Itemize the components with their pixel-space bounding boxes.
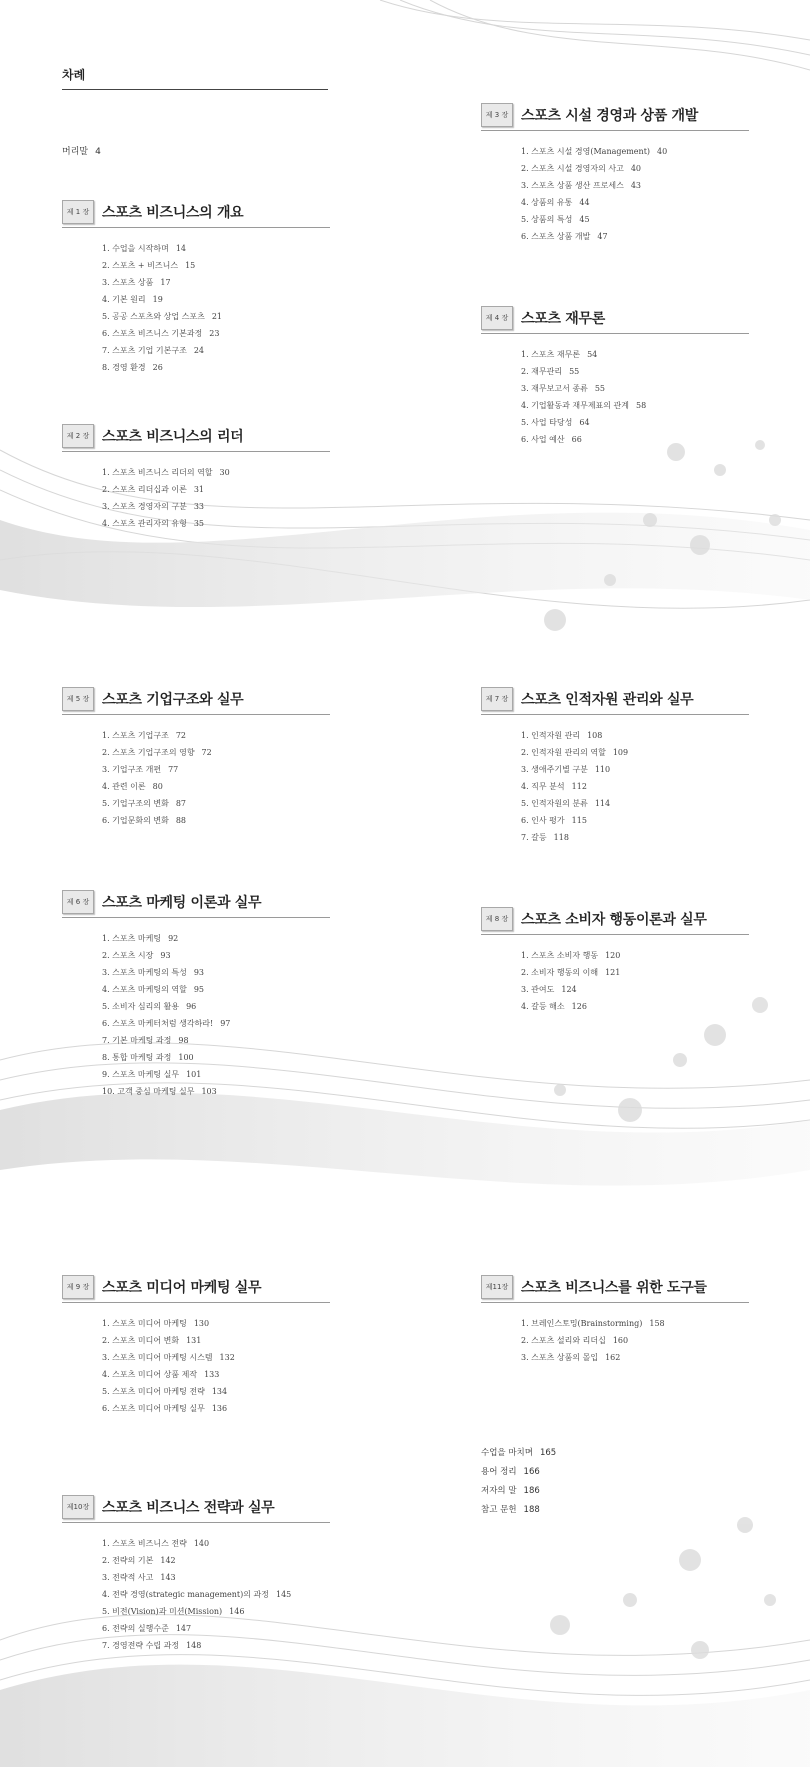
section-page: 131 <box>186 1336 202 1345</box>
section-page: 40 <box>657 147 668 156</box>
section-entry[interactable] <box>521 829 749 846</box>
preface-page: 4 <box>95 147 101 157</box>
chapter-5 <box>62 684 330 829</box>
section-title: 2. 스포츠 설리와 리더십 <box>521 1336 606 1345</box>
section-title: 4. 스포츠 관리자의 유형 <box>102 519 187 528</box>
chapter-10 <box>62 1492 330 1654</box>
section-page: 92 <box>168 934 179 943</box>
section-entry[interactable] <box>102 1535 330 1552</box>
section-page: 136 <box>211 1404 228 1413</box>
section-page: 97 <box>220 1019 231 1028</box>
chapter-number-badge: 제 1 장 <box>62 200 94 224</box>
section-entry[interactable] <box>521 143 749 160</box>
section-page: 96 <box>186 1002 197 1011</box>
section-page: 19 <box>152 295 163 304</box>
section-entry[interactable] <box>102 1603 330 1620</box>
section-entry[interactable] <box>102 325 330 342</box>
section-entry[interactable] <box>102 778 330 795</box>
section-page: 58 <box>636 401 647 410</box>
section-entry[interactable] <box>102 464 330 481</box>
section-entry[interactable] <box>102 257 330 274</box>
back-matter-label: 용어 정리 <box>481 1467 517 1477</box>
section-entry[interactable] <box>102 274 330 291</box>
section-entry[interactable] <box>521 160 749 177</box>
back-matter-label: 수업을 마치며 <box>481 1448 533 1458</box>
section-entry[interactable] <box>521 744 749 761</box>
section-entry[interactable] <box>102 515 330 532</box>
section-page: 124 <box>561 985 577 994</box>
chapter-2 <box>62 421 330 532</box>
section-entry[interactable] <box>521 397 749 414</box>
section-entry[interactable] <box>102 812 330 829</box>
chapter-title: 스포츠 비즈니스 전략과 실무 <box>102 1500 275 1516</box>
section-title: 3. 기업구조 개편 <box>102 765 162 774</box>
section-entry[interactable] <box>102 727 330 744</box>
section-entry[interactable] <box>521 346 749 363</box>
section-entry[interactable] <box>521 795 749 812</box>
section-page: 31 <box>193 485 205 494</box>
section-title: 5. 인적자원의 분류 <box>521 799 588 808</box>
section-title: 1. 스포츠 미디어 마케팅 <box>102 1319 187 1328</box>
section-title: 4. 직무 분석 <box>521 782 565 791</box>
section-page: 143 <box>160 1573 176 1582</box>
section-entry[interactable] <box>521 1349 749 1366</box>
back-matter-page: 188 <box>523 1505 540 1515</box>
section-title: 6. 전략의 실행수준 <box>102 1624 169 1633</box>
section-page: 108 <box>587 731 603 740</box>
chapter-section-list <box>521 346 749 448</box>
chapter-section-list <box>521 143 749 245</box>
section-title: 2. 소비자 행동의 이해 <box>521 968 599 977</box>
section-entry[interactable] <box>102 481 330 498</box>
section-entry[interactable] <box>102 1349 330 1366</box>
chapter-11 <box>481 1272 749 1366</box>
section-title: 3. 스포츠 경영자의 구분 <box>102 502 187 511</box>
section-title: 1. 스포츠 비즈니스 리더의 역할 <box>102 468 213 477</box>
section-title: 4. 상품의 유통 <box>521 198 573 207</box>
section-entry[interactable] <box>102 1015 330 1032</box>
chapter-section-list <box>102 1535 330 1654</box>
section-entry[interactable] <box>102 1552 330 1569</box>
chapter-6 <box>62 887 330 1100</box>
section-title: 2. 전략의 기본 <box>102 1556 154 1565</box>
chapter-title: 스포츠 소비자 행동이론과 실무 <box>521 912 707 928</box>
section-page: 93 <box>160 951 171 960</box>
section-page: 120 <box>605 951 621 960</box>
chapter-section-list <box>102 1315 330 1417</box>
section-entry[interactable] <box>521 177 749 194</box>
section-page: 23 <box>209 329 220 338</box>
chapter-title: 스포츠 시설 경영과 상품 개발 <box>521 108 698 124</box>
section-entry[interactable] <box>102 1315 330 1332</box>
chapter-title: 스포츠 비즈니스를 위한 도구들 <box>521 1280 707 1296</box>
section-entry[interactable] <box>521 947 749 964</box>
section-title: 6. 스포츠 상품 개발 <box>521 232 591 241</box>
section-title: 3. 생애주기별 구분 <box>521 765 588 774</box>
section-title: 3. 전략적 사고 <box>102 1573 154 1582</box>
section-title: 3. 스포츠 미디어 마케팅 시스템 <box>102 1353 213 1362</box>
section-title: 1. 스포츠 기업구조 <box>102 731 169 740</box>
section-title: 4. 기업활동과 재무제표의 관계 <box>521 401 629 410</box>
section-title: 4. 스포츠 미디어 상품 제작 <box>102 1370 198 1379</box>
section-entry[interactable] <box>102 1586 330 1603</box>
chapter-title: 스포츠 인적자원 관리와 실무 <box>521 692 694 708</box>
section-title: 3. 스포츠 상품 생산 프로세스 <box>521 181 624 190</box>
section-title: 3. 스포츠 상품의 몰입 <box>521 1353 599 1362</box>
section-title: 2. 재무관리 <box>521 367 563 376</box>
section-entry[interactable] <box>521 778 749 795</box>
back-matter-page: 166 <box>523 1467 540 1477</box>
section-title: 1. 스포츠 비즈니스 전략 <box>102 1539 187 1548</box>
section-entry[interactable] <box>102 359 330 376</box>
chapter-header[interactable] <box>62 421 330 452</box>
section-page: 132 <box>219 1353 235 1362</box>
chapter-section-list <box>102 727 330 829</box>
chapter-section-list <box>102 464 330 532</box>
chapter-number-badge: 제 4 장 <box>481 306 513 330</box>
section-entry[interactable] <box>102 1083 330 1100</box>
section-entry[interactable] <box>102 342 330 359</box>
chapter-section-list <box>102 240 330 376</box>
section-entry[interactable] <box>102 761 330 778</box>
chapter-header[interactable] <box>481 303 749 334</box>
section-title: 10. 고객 중심 마케팅 실무 <box>102 1087 195 1096</box>
section-page: 101 <box>186 1070 202 1079</box>
section-title: 6. 스포츠 마케터처럼 생각하라! <box>102 1019 214 1028</box>
section-page: 110 <box>594 765 611 774</box>
section-page: 148 <box>186 1641 202 1650</box>
chapter-header[interactable] <box>62 887 330 918</box>
section-title: 9. 스포츠 마케팅 실무 <box>102 1070 180 1079</box>
section-page: 115 <box>571 816 587 825</box>
section-page: 26 <box>152 363 163 372</box>
section-entry[interactable] <box>102 1383 330 1400</box>
page-title: 차례 <box>62 66 328 90</box>
section-page: 72 <box>201 748 212 757</box>
chapter-3 <box>481 100 749 245</box>
section-title: 8. 경영 환경 <box>102 363 146 372</box>
chapter-header[interactable] <box>481 904 749 935</box>
chapter-number-badge: 제 9 장 <box>62 1275 94 1299</box>
section-title: 6. 스포츠 미디어 마케팅 실무 <box>102 1404 205 1413</box>
back-matter-entry[interactable] <box>481 1501 556 1520</box>
section-title: 5. 스포츠 미디어 마케팅 전략 <box>102 1387 205 1396</box>
back-matter-label: 참고 문헌 <box>481 1505 517 1515</box>
section-entry[interactable] <box>102 1066 330 1083</box>
chapter-section-list <box>521 727 749 846</box>
section-page: 64 <box>579 418 590 427</box>
section-entry[interactable] <box>102 1366 330 1383</box>
section-page: 118 <box>553 833 569 842</box>
section-entry[interactable] <box>102 1400 330 1417</box>
section-page: 145 <box>276 1590 292 1599</box>
section-page: 98 <box>178 1036 189 1045</box>
back-matter-page: 165 <box>539 1448 557 1458</box>
section-entry[interactable] <box>102 795 330 812</box>
section-title: 3. 관여도 <box>521 985 555 994</box>
chapter-number-badge: 제 5 장 <box>62 687 94 711</box>
section-title: 1. 스포츠 시설 경영(Management) <box>521 147 651 156</box>
section-page: 33 <box>193 502 205 511</box>
section-page: 17 <box>160 278 171 287</box>
chapter-number-badge: 제 6 장 <box>62 890 94 914</box>
section-title: 7. 기본 마케팅 과정 <box>102 1036 172 1045</box>
section-title: 1. 브레인스토밍(Brainstorming) <box>521 1319 643 1328</box>
section-entry[interactable] <box>521 380 749 397</box>
section-title: 5. 공공 스포츠와 상업 스포츠 <box>102 312 205 321</box>
section-page: 109 <box>612 748 629 757</box>
section-entry[interactable] <box>521 727 749 744</box>
section-title: 8. 통합 마케팅 과정 <box>102 1053 172 1062</box>
section-title: 2. 스포츠 리더십과 이론 <box>102 485 187 494</box>
section-entry[interactable] <box>102 1569 330 1586</box>
chapter-number-badge: 제11장 <box>481 1275 513 1299</box>
section-entry[interactable] <box>521 998 749 1015</box>
back-matter-entry[interactable] <box>481 1482 556 1501</box>
section-title: 1. 인적자원 관리 <box>521 731 581 740</box>
section-entry[interactable] <box>521 211 749 228</box>
section-entry[interactable] <box>521 1332 749 1349</box>
section-page: 14 <box>175 244 187 253</box>
section-page: 87 <box>175 799 187 808</box>
chapter-title: 스포츠 비즈니스의 리더 <box>102 429 244 445</box>
section-page: 130 <box>193 1319 210 1328</box>
section-page: 140 <box>193 1539 210 1548</box>
section-title: 4. 관련 이론 <box>102 782 146 791</box>
section-entry[interactable] <box>102 1620 330 1637</box>
section-title: 2. 스포츠 + 비즈니스 <box>102 261 179 270</box>
section-page: 30 <box>219 468 230 477</box>
back-matter-list <box>481 1444 556 1520</box>
chapter-9 <box>62 1272 330 1417</box>
section-title: 5. 소비자 심리의 활용 <box>102 1002 180 1011</box>
section-entry[interactable] <box>521 964 749 981</box>
section-title: 7. 경영전략 수립 과정 <box>102 1641 180 1650</box>
chapter-number-badge: 제 3 장 <box>481 103 513 127</box>
chapter-4 <box>481 303 749 448</box>
back-matter-entry[interactable] <box>481 1444 556 1463</box>
section-entry[interactable] <box>102 240 330 257</box>
section-page: 95 <box>193 985 205 994</box>
section-entry[interactable] <box>521 431 749 448</box>
section-title: 1. 스포츠 마케팅 <box>102 934 162 943</box>
section-page: 162 <box>605 1353 621 1362</box>
section-title: 3. 스포츠 마케팅의 특성 <box>102 968 187 977</box>
chapter-header[interactable] <box>62 684 330 715</box>
section-entry[interactable] <box>102 1049 330 1066</box>
section-title: 4. 기본 원리 <box>102 295 146 304</box>
section-page: 72 <box>175 731 187 740</box>
section-page: 45 <box>579 215 590 224</box>
chapter-section-list <box>521 947 749 1015</box>
section-title: 6. 기업문화의 변화 <box>102 816 169 825</box>
chapter-title: 스포츠 마케팅 이론과 실무 <box>102 895 262 911</box>
section-title: 2. 스포츠 시장 <box>102 951 154 960</box>
section-entry[interactable] <box>521 981 749 998</box>
section-page: 93 <box>193 968 205 977</box>
section-title: 4. 전략 경영(strategic management)의 과정 <box>102 1590 269 1599</box>
section-entry[interactable] <box>521 812 749 829</box>
chapter-title: 스포츠 기업구조와 실무 <box>102 692 244 708</box>
chapter-header[interactable] <box>62 1272 330 1303</box>
chapter-header[interactable] <box>62 197 330 228</box>
chapter-title: 스포츠 비즈니스의 개요 <box>102 205 244 221</box>
section-entry[interactable] <box>102 981 330 998</box>
section-entry[interactable] <box>102 947 330 964</box>
section-page: 47 <box>597 232 608 241</box>
chapter-header[interactable] <box>481 100 749 131</box>
chapter-number-badge: 제 8 장 <box>481 907 513 931</box>
section-entry[interactable] <box>102 744 330 761</box>
chapter-section-list <box>521 1315 749 1366</box>
section-title: 1. 수업을 시작하며 <box>102 244 169 253</box>
section-title: 6. 인사 평가 <box>521 816 565 825</box>
section-title: 2. 스포츠 기업구조의 영향 <box>102 748 195 757</box>
chapter-1 <box>62 197 330 376</box>
section-page: 55 <box>569 367 580 376</box>
section-page: 142 <box>160 1556 176 1565</box>
section-title: 3. 스포츠 상품 <box>102 278 154 287</box>
section-entry[interactable] <box>521 228 749 245</box>
section-page: 43 <box>630 181 641 190</box>
section-page: 35 <box>193 519 205 528</box>
section-entry[interactable] <box>521 761 749 778</box>
section-entry[interactable] <box>102 1032 330 1049</box>
section-entry[interactable] <box>102 308 330 325</box>
section-title: 4. 갈등 해소 <box>521 1002 565 1011</box>
section-title: 2. 인적자원 관리의 역할 <box>521 748 606 757</box>
chapter-number-badge: 제10장 <box>62 1495 94 1519</box>
section-page: 160 <box>612 1336 629 1345</box>
section-page: 134 <box>211 1387 228 1396</box>
section-title: 7. 스포츠 기업 기본구조 <box>102 346 187 355</box>
section-page: 158 <box>649 1319 665 1328</box>
section-page: 100 <box>178 1053 194 1062</box>
section-page: 88 <box>175 816 187 825</box>
section-page: 54 <box>587 350 598 359</box>
section-entry[interactable] <box>521 363 749 380</box>
chapter-7 <box>481 684 749 846</box>
section-page: 44 <box>579 198 590 207</box>
chapter-header[interactable] <box>481 1272 749 1303</box>
section-page: 146 <box>229 1607 245 1616</box>
section-entry[interactable] <box>102 291 330 308</box>
section-entry[interactable] <box>102 498 330 515</box>
section-title: 3. 재무보고서 종류 <box>521 384 588 393</box>
section-entry[interactable] <box>521 414 749 431</box>
chapter-title: 스포츠 미디어 마케팅 실무 <box>102 1280 262 1296</box>
section-title: 7. 갈등 <box>521 833 547 842</box>
section-entry[interactable] <box>102 930 330 947</box>
section-title: 6. 스포츠 비즈니스 기본과정 <box>102 329 203 338</box>
section-title: 1. 스포츠 재무론 <box>521 350 581 359</box>
section-page: 55 <box>594 384 606 393</box>
section-page: 40 <box>630 164 641 173</box>
chapter-header[interactable] <box>481 684 749 715</box>
section-title: 5. 비전(Vision)과 미션(Mission) <box>102 1607 223 1616</box>
section-entry[interactable] <box>102 998 330 1015</box>
section-page: 66 <box>571 435 582 444</box>
section-page: 147 <box>175 1624 192 1633</box>
section-page: 24 <box>193 346 205 355</box>
back-matter-label: 저자의 말 <box>481 1486 517 1496</box>
section-entry[interactable] <box>521 194 749 211</box>
section-title: 2. 스포츠 미디어 변화 <box>102 1336 180 1345</box>
chapter-title: 스포츠 재무론 <box>521 311 605 327</box>
section-page: 114 <box>594 799 611 808</box>
section-entry[interactable] <box>102 964 330 981</box>
section-title: 1. 스포츠 소비자 행동 <box>521 951 599 960</box>
chapter-section-list <box>102 930 330 1100</box>
back-matter-page: 186 <box>523 1486 540 1496</box>
section-page: 21 <box>211 312 222 321</box>
section-page: 133 <box>204 1370 220 1379</box>
chapter-8 <box>481 904 749 1015</box>
section-title: 5. 사업 타당성 <box>521 418 573 427</box>
section-title: 5. 기업구조의 변화 <box>102 799 169 808</box>
section-title: 2. 스포츠 시설 경영자의 사고 <box>521 164 624 173</box>
chapter-header[interactable] <box>62 1492 330 1523</box>
section-page: 121 <box>605 968 621 977</box>
chapter-number-badge: 제 7 장 <box>481 687 513 711</box>
preface-label: 머리말 <box>62 147 89 157</box>
chapter-number-badge: 제 2 장 <box>62 424 94 448</box>
section-entry[interactable] <box>102 1332 330 1349</box>
section-page: 103 <box>201 1087 217 1096</box>
section-title: 6. 사업 예산 <box>521 435 565 444</box>
section-page: 112 <box>571 782 587 791</box>
preface-entry[interactable] <box>62 144 101 157</box>
section-page: 80 <box>152 782 163 791</box>
section-page: 126 <box>571 1002 587 1011</box>
section-entry[interactable] <box>102 1637 330 1654</box>
back-matter-entry[interactable] <box>481 1463 556 1482</box>
section-page: 77 <box>168 765 179 774</box>
section-title: 5. 상품의 특성 <box>521 215 573 224</box>
section-title: 4. 스포츠 마케팅의 역할 <box>102 985 187 994</box>
section-page: 15 <box>185 261 196 270</box>
section-entry[interactable] <box>521 1315 749 1332</box>
